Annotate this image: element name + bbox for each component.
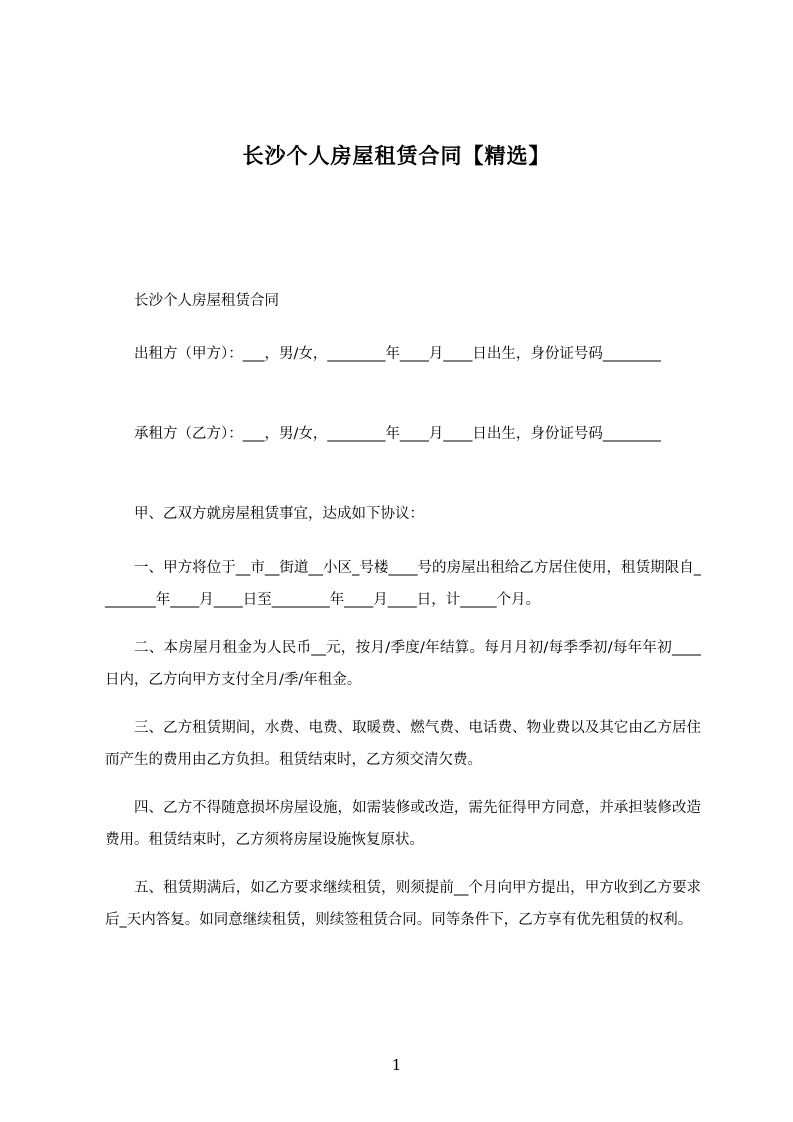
clause-2-paragraph: 二、本房屋月租金为人民币__元，按月/季度/年结算。每月月初/每季季初/每年年初____日内，乙方向甲方支付全月/季/年租金。 [105,640,701,688]
lessor-info-paragraph: 出租方（甲方）：___，男/女，________年____月____日出生，身份证号码________ [134,346,661,362]
contract-heading: 长沙个人房屋租赁合同 [134,293,279,309]
page-number: 1 [391,1056,402,1074]
lessee-info-paragraph: 承租方（乙方）：___，男/女，________年____月____日出生，身份证号码________ [134,426,661,442]
clause-3-paragraph: 三、乙方租赁期间，水费、电费、取暖费、燃气费、电话费、物业费以及其它由乙方居住而产生的费用由乙方负担。租赁结束时，乙方须交清欠费。 [105,720,701,768]
agreement-intro-paragraph: 甲、乙双方就房屋租赁事宜，达成如下协议： [134,506,424,522]
document-title: 长沙个人房屋租赁合同【精选】 [242,144,551,168]
clause-1-paragraph: 一、甲方将位于__市__街道__小区_号楼____号的房屋出租给乙方居住使用，租赁期限自________年____月____日至________年____月____日，计_____个月。 [105,560,701,608]
clause-5-paragraph: 五、租赁期满后，如乙方要求继续租赁，则须提前__个月向甲方提出，甲方收到乙方要求后_天内答复。如同意继续租赁，则续签租赁合同。同等条件下，乙方享有优先租赁的权利。 [105,880,701,928]
clause-4-paragraph: 四、乙方不得随意损坏房屋设施，如需装修或改造，需先征得甲方同意，并承担装修改造费用。租赁结束时，乙方须将房屋设施恢复原状。 [105,800,701,848]
